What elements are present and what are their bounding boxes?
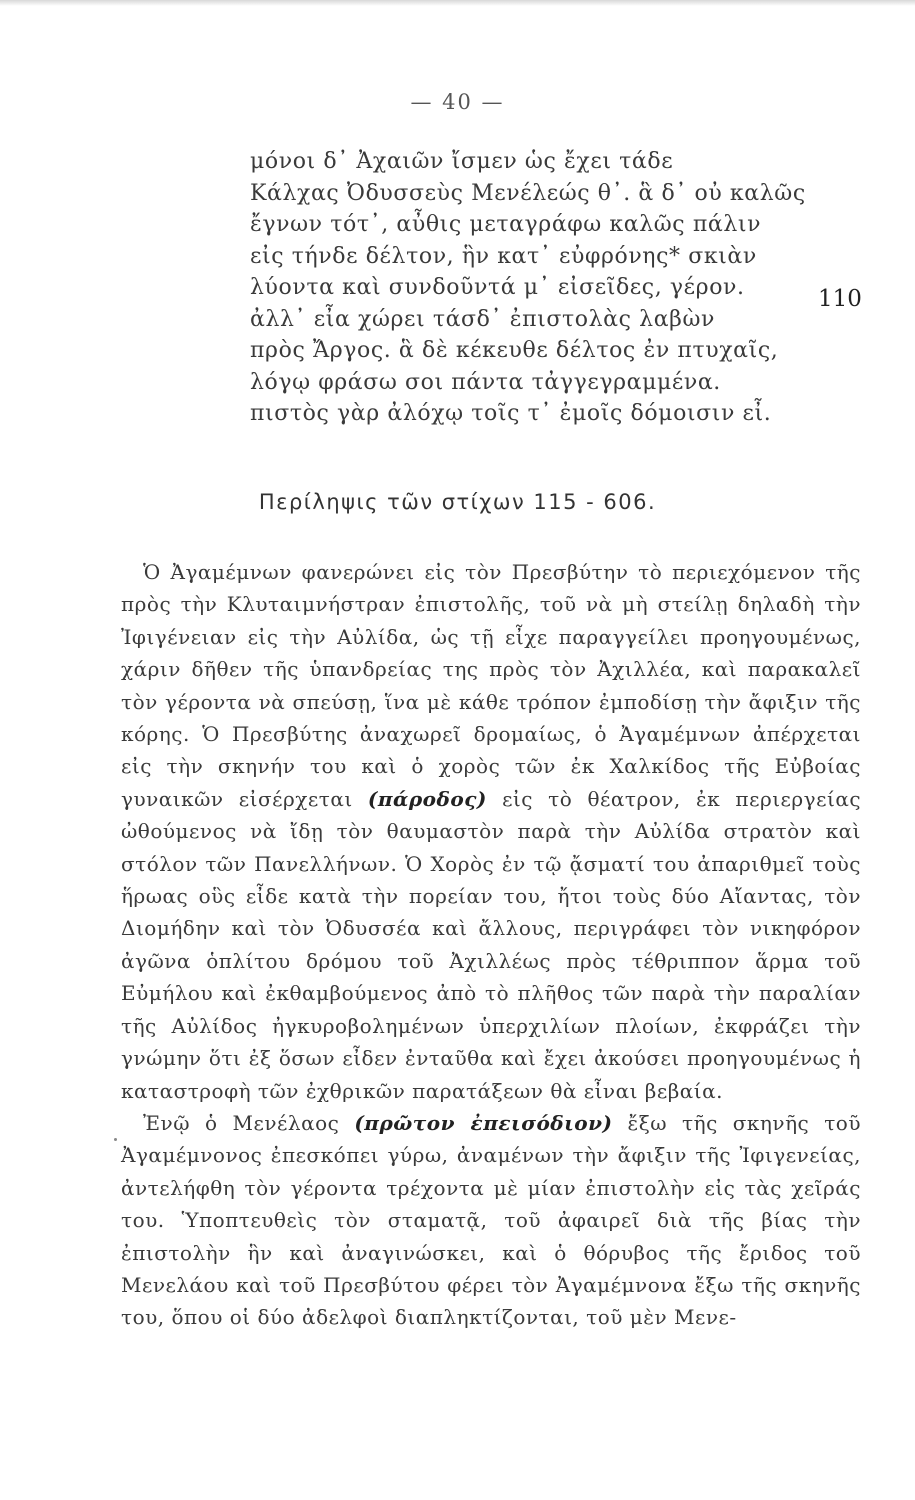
section-heading: Περίληψις τῶν στίχων 115 - 606. (258, 490, 657, 514)
emphasis-term-first-episode: (πρῶτον ἐπεισόδιον) (354, 1110, 613, 1135)
verse-line: πρὸς Ἄργος. ἃ δὲ κέκευθε δέλτος ἐν πτυχαῖς, (250, 338, 779, 363)
summary-paragraph-2 (121, 1107, 861, 1334)
emphasis-term-parodos: (πάροδος) (367, 786, 487, 811)
verse-block (250, 146, 810, 430)
paragraph-text: ἔξω τῆς σκηνῆς τοῦ Ἀγαμέμνονος ἐπεσκόπει γύρω, ἀναμένων τὴν ἄφιξιν τῆς Ἰφιγενείας, ἀντελήφθη τὸν γέροντα τρέχοντα μὲ μίαν ἐπιστολὴν εἰς τὰς χεῖράς του. Ὑποπτευθεὶς τὸν σταματᾷ, τοῦ ἀφαιρεῖ διὰ τῆς βίας τὴν ἐπιστολὴν ἣν καὶ ἀναγινώσκει, καὶ ὁ θόρυβος τῆς ἔριδος τοῦ Μενελάου καὶ τοῦ Πρεσβύτου φέρει τὸν Ἀγαμέμνονα ἔξω τῆς σκηνῆς του, ὅπου οἱ δύο ἀδελφοὶ διαπληκτίζονται, τοῦ μὲν Μενε- (121, 1110, 862, 1330)
verse-line: ἔγνων τότ᾽, αὖθις μεταγράφω καλῶς πάλιν (250, 212, 762, 237)
verse-line-number: 110 (818, 286, 862, 312)
paragraph-text: Ὁ Ἀγαμέμνων φανερώνει εἰς τὸν Πρεσβύτην τὸ περιεχόμενον τῆς πρὸς τὴν Κλυταιμνήστραν ἐπιστολῆς, τοῦ νὰ μὴ στείλῃ δηλαδὴ τὴν Ἰφιγένειαν εἰς τὴν Αὐλίδα, ὡς τῇ εἶχε παραγγείλει προηγουμένως, χάριν δῆθεν τῆς ὑπανδρείας της πρὸς τὸν Ἀχιλλέα, καὶ παρακαλεῖ τὸν γέροντα νὰ σπεύσῃ, ἵνα μὲ κάθε τρόπον ἐμποδίσῃ τὴν ἄφιξιν τῆς κόρης. Ὁ Πρεσβύτης ἀναχωρεῖ δρομαίως, ὁ Ἀγαμέμνων ἀπέρχεται εἰς τὴν σκηνήν του καὶ ὁ χορὸς τῶν ἐκ Χαλκίδος τῆς Εὐβοίας γυναικῶν εἰσέρχεται (121, 560, 861, 811)
verse-line: πιστὸς γὰρ ἀλόχῳ τοῖς τ᾽ ἐμοῖς δόμοισιν εἶ. (250, 401, 772, 426)
margin-mark (114, 1138, 117, 1141)
verse-line: εἰς τήνδε δέλτον, ἣν κατ᾽ εὐφρόνης* σκιὰν (250, 243, 757, 269)
summary-paragraph-1 (121, 556, 861, 1107)
verse-line: ἀλλ᾽ εἶα χώρει τάσδ᾽ ἐπιστολὰς λαβὼν (250, 306, 715, 332)
verse-line: μόνοι δ᾽ Ἀχαιῶν ἴσμεν ὡς ἔχει τάδε (250, 149, 674, 174)
paragraph-text: εἰς τὸ θέατρον, ἐκ περιεργείας ὠθούμενος νὰ ἴδῃ τὸν θαυμαστὸν παρὰ τὴν Αὐλίδα στρατὸν καὶ στόλον τῶν Πανελλήνων. Ὁ Χορὸς ἐν τῷ ᾄσματί του ἀπαριθμεῖ τοὺς ἥρωας οὓς εἶδε κατὰ τὴν πορείαν του, ἤτοι τοὺς δύο Αἴαντας, τὸν Διομήδην καὶ τὸν Ὀδυσσέα καὶ ἄλλους, περιγράφει τὸν νικηφόρον ἀγῶνα ὁπλίτου δρόμου τοῦ Ἀχιλλέως πρὸς τέθριππον ἅρμα τοῦ Εὐμήλου καὶ ἐκθαμβούμενος ἀπὸ τὸ πλῆθος τῶν παρὰ τὴν παραλίαν τῆς Αὐλίδος ἠγκυροβολημένων ὑπερχιλίων πλοίων, ἐκφράζει τὴν γνώμην ὅτι ἐξ ὅσων εἶδεν ἐνταῦθα καὶ ἔχει ἀκούσει προηγουμένως ἡ καταστροφὴ τῶν ἐχθρικῶν παρατάξεων θὰ εἶναι βεβαία. (121, 786, 862, 1103)
page-number: — 40 — (410, 90, 505, 114)
summary-prose (121, 556, 861, 1334)
paragraph-text: Ἐνῷ ὁ Μενέλαος (143, 1110, 340, 1135)
verse-line: Κάλχας Ὀδυσσεὺς Μενέλεώς θ᾽. ἃ δ᾽ οὐ καλῶς (250, 180, 806, 206)
verse-line: λόγῳ φράσω σοι πάντα τἀγγεγραμμένα. (250, 369, 721, 395)
verse-line: λύοντα καὶ συνδοῦντά μ᾽ εἰσεῖδες, γέρον. (250, 275, 745, 300)
